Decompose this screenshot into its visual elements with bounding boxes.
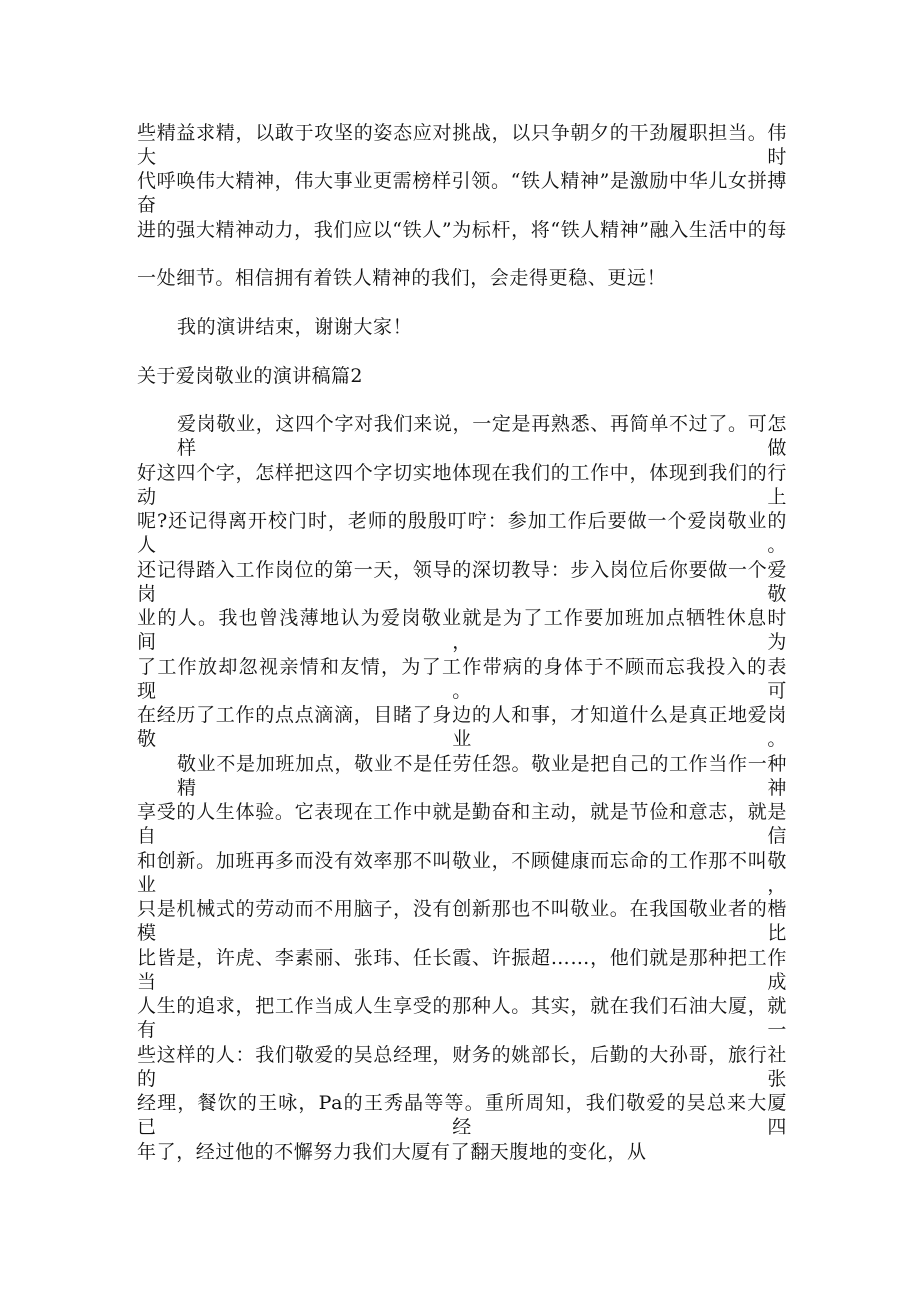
paragraph-line: 些这样的人：我们敬爱的吴总经理，财务的姚部长，后勤的大孙哥，旅行社的张 — [137, 1044, 787, 1090]
paragraph-line: 在经历了工作的点点滴滴，目睹了身边的人和事，才知道什么是真正地爱岗敬业。 — [137, 704, 787, 750]
paragraph-line: 好这四个字，怎样把这四个字切实地体现在我们的工作中，体现到我们的行动上 — [137, 462, 787, 508]
paragraph-line: 一处细节。相信拥有着铁人精神的我们，会走得更稳、更远！ — [137, 267, 667, 289]
paragraph-line: 进的强大精神动力，我们应以“铁人”为标杆，将“铁人精神”融入生活中的每 — [137, 219, 787, 241]
paragraph-line: 爱岗敬业，这四个字对我们来说，一定是再熟悉、再简单不过了。可怎样做 — [177, 413, 787, 459]
paragraph-line: 了工作放却忽视亲情和友情，为了工作带病的身体于不顾而忘我投入的表现。可 — [137, 656, 787, 702]
paragraph-line: 享受的人生体验。它表现在工作中就是勤奋和主动，就是节俭和意志，就是自信 — [137, 801, 787, 847]
paragraph-line: 年了，经过他的不懈努力我们大厦有了翻天腹地的变化，从 — [137, 1141, 647, 1163]
section-heading: 关于爱岗敬业的演讲稿篇2 — [137, 365, 363, 387]
paragraph-line: 和创新。加班再多而没有效率那不叫敬业，不顾健康而忘命的工作那不叫敬业， — [137, 850, 787, 896]
paragraph-line: 人生的追求，把工作当成人生享受的那种人。其实，就在我们石油大厦，就有一 — [137, 995, 787, 1041]
paragraph-line: 呢?还记得离开校门时，老师的殷殷叮咛：参加工作后要做一个爱岗敬业的人。 — [137, 510, 787, 556]
paragraph-line: 代呼唤伟大精神，伟大事业更需榜样引领。“铁人精神”是激励中华儿女拼搏奋 — [137, 170, 787, 216]
paragraph-line: 敬业不是加班加点，敬业不是任劳任怨。敬业是把自己的工作当作一种精神 — [177, 753, 787, 799]
paragraph-line: 还记得踏入工作岗位的第一天，领导的深切教导：步入岗位后你要做一个爱岗敬 — [137, 559, 787, 605]
paragraph-line: 只是机械式的劳动而不用脑子，没有创新那也不叫敬业。在我国敬业者的楷模比 — [137, 898, 787, 944]
paragraph-line: 经理，餐饮的王咏，Pa的王秀晶等等。重所周知，我们敬爱的吴总来大厦已经四 — [137, 1092, 787, 1138]
paragraph-line: 些精益求精，以敢于攻坚的姿态应对挑战，以只争朝夕的干劲履职担当。伟大时 — [137, 122, 787, 168]
closing-line: 我的演讲结束，谢谢大家！ — [177, 316, 413, 338]
paragraph-line: 比皆是，许虎、李素丽、张玮、任长霞、许振超……，他们就是那种把工作当成 — [137, 947, 787, 993]
paragraph-line: 业的人。我也曾浅薄地认为爱岗敬业就是为了工作要加班加点牺牲休息时间，为 — [137, 607, 787, 653]
